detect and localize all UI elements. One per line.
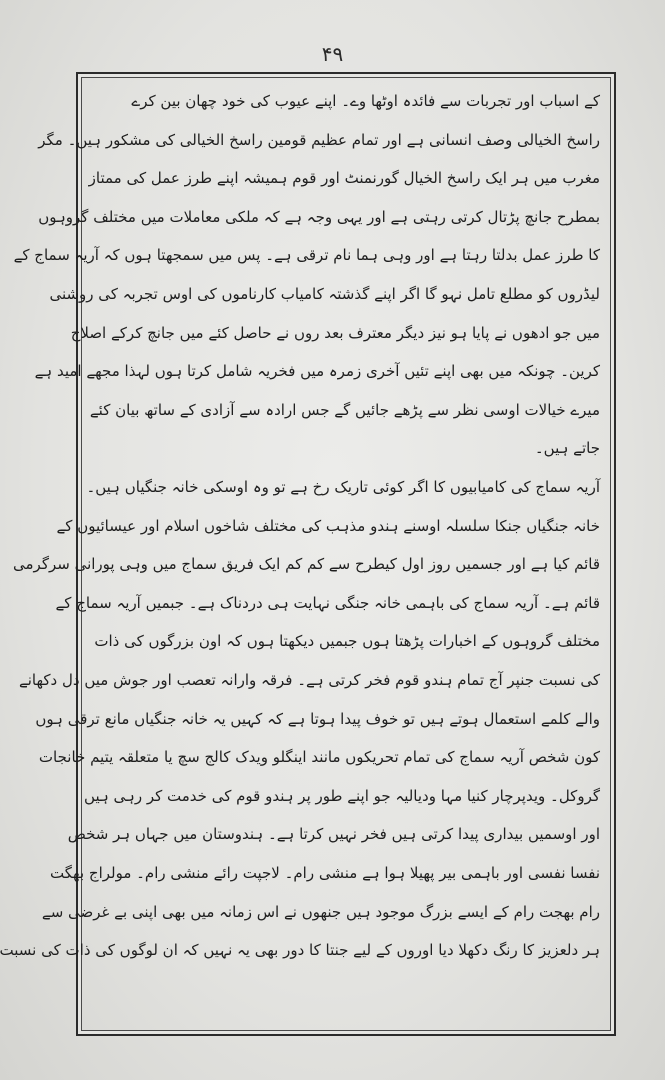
urdu-text-block bbox=[0, 84, 600, 1024]
text-line: گروکل۔ ویدپرچار کنیا مہا ودیالیہ جو اپنے طور پر ہندو قوم کی خدمت کر رہی ہیں bbox=[84, 786, 600, 805]
text-line: میرے خیالات اوسی نظر سے پڑھے جائیں گے جس ارادہ سے آزادی کے ساتھ بیان کئے bbox=[89, 400, 600, 419]
text-line: نفسا نفسی اور باہمی بیر پھیلا ہوا ہے منشی رام۔ لاجپت رائے منشی رام۔ مولراج بھگت bbox=[50, 864, 600, 882]
text-line: جاتے ہیں۔ bbox=[534, 439, 600, 458]
text-line: خانہ جنگیاں جنکا سلسلہ اوسنے ہندو مذہب کی مختلف شاخوں اسلام اور عیسائیوں کے bbox=[56, 516, 600, 535]
text-line: کا طرز عمل بدلتا رہتا ہے اور وہی ہما نام ترقی ہے۔ پس میں سمجھتا ہوں کہ آریہ سماج کے bbox=[13, 246, 600, 265]
page-number: ۴۹ bbox=[321, 42, 344, 66]
text-line: کے اسباب اور تجربات سے فائدہ اوٹھا وے۔ اپنے عیوب کی خود چھان بین کرے bbox=[131, 92, 600, 110]
text-line: کی نسبت جنپر آج تمام ہندو قوم فخر کرتی ہے۔ فرقہ وارانہ تعصب اور جوش میں دل دکھانے bbox=[18, 671, 600, 689]
text-line: کون شخص آریہ سماج کی تمام تحریکوں مانند اینگلو ویدک کالج سچ یا متعلقہ یتیم خانجات bbox=[38, 748, 600, 767]
text-line: والے کلمے استعمال ہوتے ہیں تو خوف پیدا ہوتا ہے کہ کہیں یہ خانہ جنگیاں مانع ترقی ہوں bbox=[35, 709, 600, 728]
text-line: بمطرح جانچ پڑتال کرتی رہتی ہے اور یہی وجہ ہے کہ ملکی معاملات میں مختلف گروہوں bbox=[38, 207, 600, 226]
text-line: میں جو ادھوں نے پایا ہو نیز دیگر معترف بعد روں نے حاصل کئے میں جانچ کرکے اصلاح bbox=[70, 323, 600, 342]
text-line: قائم ہے۔ آریہ سماج کی باہمی خانہ جنگی نہایت ہی دردناک ہے۔ جبمیں آریہ سماج کے bbox=[55, 593, 600, 612]
text-line: اور اوسمیں بیداری پیدا کرتی ہیں فخر نہیں کرتا ہے۔ ہندوستان میں جہاں ہر شخص bbox=[67, 825, 600, 844]
text-line: ہر دلعزیز کا رنگ دکھلا دیا اوروں کے لیے جنتا کا دور بھی یہ نہیں کہ ان لوگوں کی ذات کی نسبت bbox=[0, 941, 600, 960]
text-line: کرین۔ چونکہ میں بھی اپنے تئیں آخری زمرہ میں فخریہ شامل کرتا ہوں لہذا مجھے امید ہے bbox=[34, 362, 600, 381]
text-line: مختلف گروہوں کے اخبارات پڑھتا ہوں جبمیں دیکھتا ہوں کہ اون بزرگوں کی ذات bbox=[94, 632, 600, 651]
text-line: مغرب میں ہر ایک راسخ الخیال گورنمنٹ اور قوم ہمیشہ اپنے طرز عمل کی ممتاز bbox=[88, 169, 600, 188]
text-line: راسخ الخیالی وصف انسانی ہے اور تمام عظیم قومین راسخ الخیالی کی مشکور ہیں۔ مگر bbox=[38, 130, 600, 149]
text-line: لیڈروں کو مطلع تامل نہو گا اگر اپنے گذشتہ کامیاب کارناموں کی اوس تجربہ کی روشنی bbox=[49, 285, 600, 303]
text-line: قائم کیا ہے اور جسمیں روز اول کیطرح سے کم کم ایک فریق سماج میں وہی پورانی سرگرمی bbox=[13, 555, 600, 574]
text-line: رام بھجت رام کے ایسے بزرگ موجود ہیں جنھوں نے اس زمانہ میں بھی اپنی بے غرضی سے bbox=[41, 902, 600, 921]
text-line: آریہ سماج کی کامیابیوں کا اگر کوئی تاریک رخ ہے تو وہ اوسکی خانہ جنگیاں ہیں۔ bbox=[86, 478, 600, 496]
